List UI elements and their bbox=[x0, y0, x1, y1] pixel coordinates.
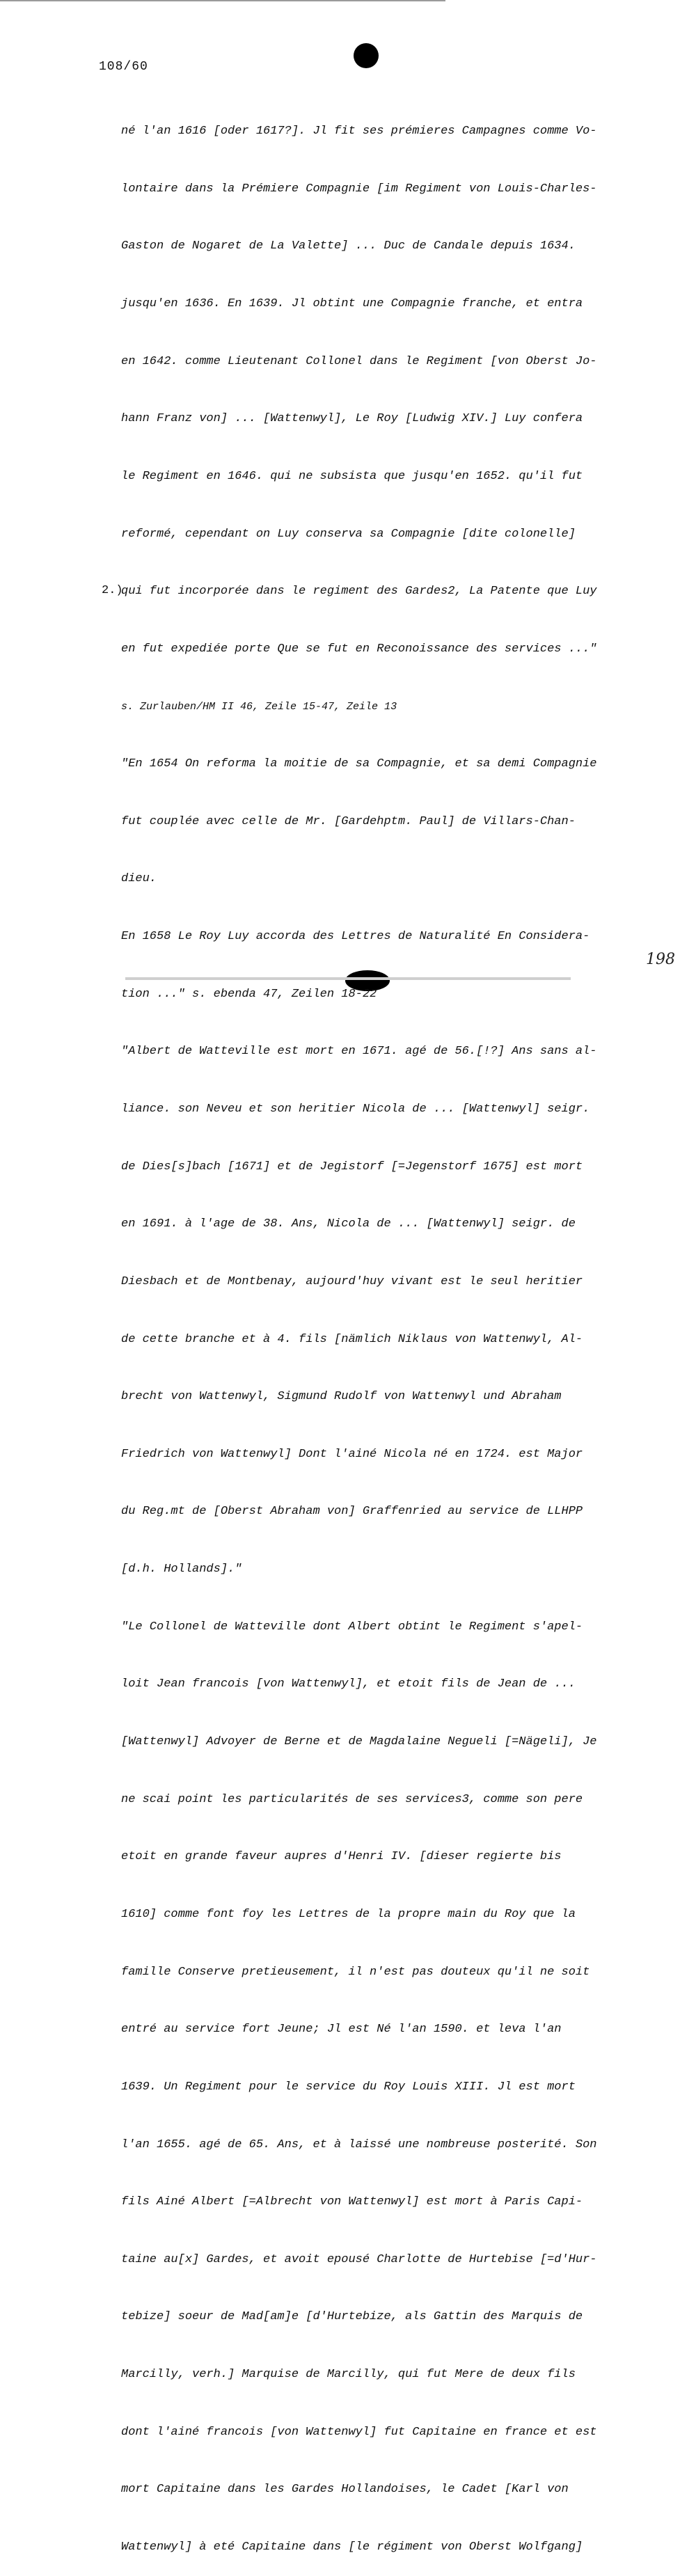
text-line: du Reg.mt de [Oberst Abraham von] Graffenried au service de LLHPP bbox=[121, 1505, 583, 1519]
text-line: En 1658 Le Roy Luy accorda des Lettres de Naturalité En Considera- bbox=[121, 930, 590, 944]
text-line: entré au service fort Jeune; Jl est Né l'an 1590. et leva l'an bbox=[121, 2023, 562, 2037]
text-line: "Albert de Watteville est mort en 1671. agé de 56.[!?] Ans sans al- bbox=[121, 1045, 597, 1059]
text-line: en 1691. à l'age de 38. Ans, Nicola de ... [Wattenwyl] seigr. de bbox=[121, 1217, 576, 1231]
text-line: fils Ainé Albert [=Albrecht von Wattenwyl] est mort à Paris Capi- bbox=[121, 2195, 583, 2209]
text-line: né l'an 1616 [oder 1617?]. Jl fit ses prémieres Campagnes comme Vo- bbox=[121, 125, 597, 139]
text-line: liance. son Neveu et son heritier Nicola de ... [Wattenwyl] seigr. bbox=[121, 1102, 590, 1116]
document-body bbox=[121, 84, 636, 2576]
text-line: [d.h. Hollands]." bbox=[121, 1563, 242, 1577]
text-line: fut couplée avec celle de Mr. [Gardehptm. Paul] de Villars-Chan- bbox=[121, 814, 576, 828]
text-line: en 1642. comme Lieutenant Collonel dans le Regiment [von Oberst Jo- bbox=[121, 354, 597, 368]
text-line: Friedrich von Wattenwyl] Dont l'ainé Nicola né en 1724. est Major bbox=[121, 1447, 583, 1461]
text-line: reformé, cependant on Luy conserva sa Compagnie [dite colonelle] bbox=[121, 527, 576, 541]
page-reference: 108/60 bbox=[99, 60, 148, 74]
text-line: taine au[x] Gardes, et avoit epousé Charlotte de Hurtebise [=d'Hur- bbox=[121, 2252, 597, 2266]
text-line: le Regiment en 1646. qui ne subsista que jusqu'en 1652. qu'il fut bbox=[121, 469, 583, 483]
text-line: 1639. Un Regiment pour le service du Roy Louis XIII. Jl est mort bbox=[121, 2080, 576, 2094]
handwritten-folio-number: 198 bbox=[646, 951, 675, 968]
text-line: tion ..." s. ebenda 47, Zeilen 18-22 bbox=[121, 987, 377, 1001]
text-line: 1610] comme font foy les Lettres de la propre main du Roy que la bbox=[121, 1907, 576, 1921]
text-line: lontaire dans la Prémiere Compagnie [im Regiment von Louis-Charles- bbox=[121, 182, 597, 196]
text-line: de Dies[s]bach [1671] et de Jegistorf [=Jegenstorf 1675] est mort bbox=[121, 1160, 583, 1174]
text-line: jusqu'en 1636. En 1639. Jl obtint une Compagnie franche, et entra bbox=[121, 297, 583, 311]
text-line: tebize] soeur de Mad[am]e [d'Hurtebize, als Gattin des Marquis de bbox=[121, 2310, 583, 2324]
text-line: hann Franz von] ... [Wattenwyl], Le Roy [Ludwig XIV.] Luy confera bbox=[121, 412, 583, 426]
text-line: mort Capitaine dans les Gardes Hollandoises, le Cadet [Karl von bbox=[121, 2483, 569, 2497]
text-line: loit Jean francois [von Wattenwyl], et etoit fils de Jean de ... bbox=[121, 1677, 576, 1691]
text-line: [Wattenwyl] Advoyer de Berne et de Magdalaine Negueli [=Nägeli], Je bbox=[121, 1735, 597, 1749]
text-line: en fut expediée porte Que se fut en Reconoissance des services ..." bbox=[121, 642, 597, 656]
text-line: Wattenwyl] à eté Capitaine dans [le régiment von Oberst Wolfgang] bbox=[121, 2541, 583, 2554]
list-marker-2: 2.) bbox=[102, 584, 123, 597]
text-line: etoit en grande faveur aupres d'Henri IV. [dieser regierte bis bbox=[121, 1850, 562, 1864]
text-line: qui fut incorporée dans le regiment des Gardes2, La Patente que Luy bbox=[121, 585, 597, 599]
text-line: dont l'ainé francois [von Wattenwyl] fut Capitaine en france et est bbox=[121, 2425, 597, 2439]
punch-hole-top bbox=[354, 43, 379, 68]
text-line: Marcilly, verh.] Marquise de Marcilly, qui fut Mere de deux fils bbox=[121, 2368, 576, 2382]
text-line: ne scai point les particularités de ses services3, comme son pere bbox=[121, 1792, 583, 1806]
text-line: Diesbach et de Montbenay, aujourd'huy vivant est le seul heritier bbox=[121, 1274, 583, 1288]
text-line: "Le Collonel de Watteville dont Albert obtint le Regiment s'apel- bbox=[121, 1620, 583, 1634]
text-line: famille Conserve pretieusement, il n'est pas douteux qu'il ne soit bbox=[121, 1965, 590, 1979]
text-line: "En 1654 On reforma la moitie de sa Compagnie, et sa demi Compagnie bbox=[121, 757, 597, 771]
text-line: l'an 1655. agé de 65. Ans, et à laissé une nombreuse posterité. Son bbox=[121, 2138, 597, 2151]
text-line-source: s. Zurlauben/HM II 46, Zeile 15-47, Zeile 13 bbox=[121, 700, 397, 713]
text-line: Gaston de Nogaret de La Valette] ... Duc de Candale depuis 1634. bbox=[121, 239, 576, 253]
text-line: dieu. bbox=[121, 872, 157, 886]
text-line: de cette branche et à 4. fils [nämlich Niklaus von Wattenwyl, Al- bbox=[121, 1332, 583, 1346]
text-line: brecht von Wattenwyl, Sigmund Rudolf von Wattenwyl und Abraham bbox=[121, 1390, 562, 1404]
scan-edge-top bbox=[0, 0, 445, 1]
